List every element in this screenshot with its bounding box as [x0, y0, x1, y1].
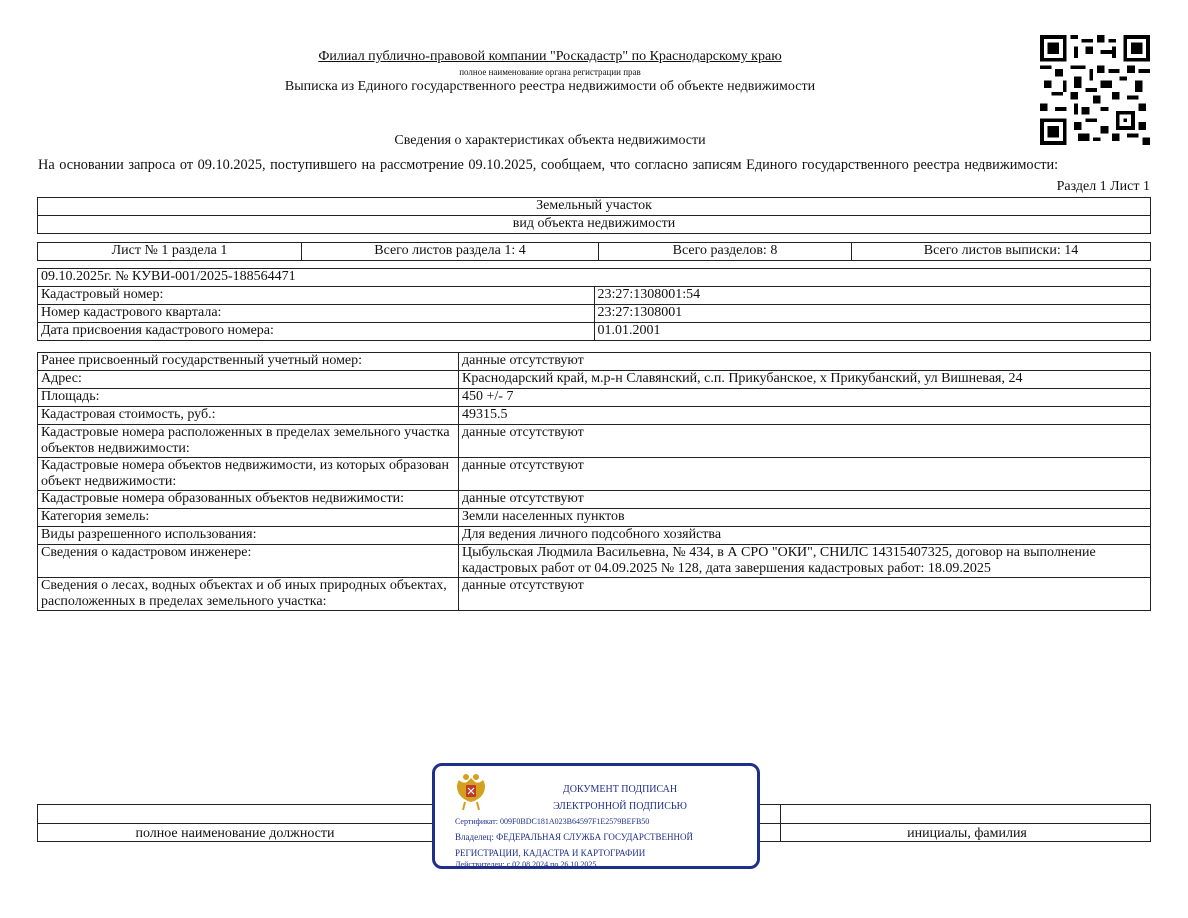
row-value: данные отсутствуют: [459, 458, 1151, 491]
object-kind-table: [37, 197, 1151, 234]
row-value: 23:27:1308001: [594, 305, 1151, 323]
row-value: данные отсутствуют: [459, 578, 1151, 611]
table-row: [38, 491, 1151, 509]
total-sheets-extract: Всего листов выписки: 14: [852, 243, 1151, 261]
stamp-title: ДОКУМЕНТ ПОДПИСАН: [562, 784, 678, 795]
row-label: Номер кадастрового квартала:: [38, 305, 595, 323]
table-row: [38, 353, 1151, 371]
sheet-reference: Раздел 1 Лист 1: [1056, 179, 1150, 194]
row-value: Земли населенных пунктов: [459, 509, 1151, 527]
row-label: Виды разрешенного использования:: [38, 527, 459, 545]
table-row: [38, 287, 1151, 305]
table-row: [38, 545, 1151, 578]
table-row: [38, 389, 1151, 407]
table-row: [38, 578, 1151, 611]
total-sections: Всего разделов: 8: [599, 243, 852, 261]
stamp-subtitle: ЭЛЕКТРОННОЙ ПОДПИСЬЮ: [553, 801, 687, 812]
table-row: [38, 305, 1151, 323]
row-label: Кадастровые номера объектов недвижимости, из которых образован объект недвижимости:: [38, 458, 459, 491]
table-row: [38, 407, 1151, 425]
table-row: [38, 458, 1151, 491]
sheet-meta-table: [37, 242, 1151, 261]
row-value: данные отсутствуют: [459, 491, 1151, 509]
section-title: Сведения о характеристиках объекта недвижимости: [394, 133, 706, 148]
table-row: [38, 527, 1151, 545]
total-sheets-section: Всего листов раздела 1: 4: [302, 243, 599, 261]
extract-title: Выписка из Единого государственного реестра недвижимости об объекте недвижимости: [284, 79, 816, 94]
row-label: Ранее присвоенный государственный учетный номер:: [38, 353, 459, 371]
table-row: [38, 509, 1151, 527]
sheet-number: Лист № 1 раздела 1: [38, 243, 302, 261]
row-value: 49315.5: [459, 407, 1151, 425]
row-label: Кадастровые номера расположенных в пределах земельного участка объектов недвижимости:: [38, 425, 459, 458]
document-number: 09.10.2025г. № КУВИ-001/2025-188564471: [38, 269, 1151, 287]
stamp-owner-continued: РЕГИСТРАЦИИ, КАДАСТРА И КАРТОГРАФИИ: [455, 848, 646, 858]
registry-table-identifiers: [37, 268, 1151, 341]
row-value: данные отсутствуют: [459, 353, 1151, 371]
name-caption: инициалы, фамилия: [907, 826, 1027, 841]
row-value: данные отсутствуют: [459, 425, 1151, 458]
intro-text: На основании запроса от 09.10.2025, поступившего на рассмотрение 09.10.2025, сообщаем, что согласно записям Единого государственного реестра недвижимости:: [38, 157, 1059, 173]
signature-column-divider: [780, 804, 781, 842]
row-label: Адрес:: [38, 371, 459, 389]
row-value: 450 +/- 7: [459, 389, 1151, 407]
stamp-certificate: Сертификат: 009F0BDC181A023B64597F1E2579BEFB50: [455, 817, 650, 826]
object-kind-value: Земельный участок: [38, 198, 1151, 216]
registry-table-characteristics: [37, 352, 1151, 611]
stamp-validity: Действителен: с 02.08.2024 по 26.10.2025: [455, 860, 597, 869]
row-label: Сведения о кадастровом инженере:: [38, 545, 459, 578]
row-value: 23:27:1308001:54: [594, 287, 1151, 305]
row-label: Категория земель:: [38, 509, 459, 527]
row-label: Дата присвоения кадастрового номера:: [38, 323, 595, 341]
stamp-owner: Владелец: ФЕДЕРАЛЬНАЯ СЛУЖБА ГОСУДАРСТВЕННОЙ: [455, 832, 694, 842]
row-value: Краснодарский край, м.р-н Славянский, с.п. Прикубанское, х Прикубанский, ул Вишневая, 24: [459, 371, 1151, 389]
table-row: [38, 425, 1151, 458]
qr-code-icon: [1040, 35, 1150, 145]
row-value: Цыбульская Людмила Васильевна, № 434, в А СРО "ОКИ", СНИЛС 14315407325, договор на выполнение кадастровых работ от 04.09.2025 № 128, дата завершения кадастровых работ: 18.09.2025: [459, 545, 1151, 578]
row-label: Кадастровая стоимость, руб.:: [38, 407, 459, 425]
row-label: Сведения о лесах, водных объектах и об иных природных объектах, расположенных в пределах земельного участка:: [38, 578, 459, 611]
table-row: [38, 371, 1151, 389]
organization-name: Филиал публично-правовой компании "Роскадастр" по Краснодарскому краю: [318, 49, 782, 64]
coat-of-arms-icon: [453, 772, 489, 812]
row-value: 01.01.2001: [594, 323, 1151, 341]
object-kind-caption: вид объекта недвижимости: [38, 216, 1151, 234]
row-label: Кадастровые номера образованных объектов недвижимости:: [38, 491, 459, 509]
table-row: [38, 323, 1151, 341]
row-label: Площадь:: [38, 389, 459, 407]
organization-caption: полное наименование органа регистрации прав: [459, 67, 641, 77]
row-value: Для ведения личного подсобного хозяйства: [459, 527, 1151, 545]
row-label: Кадастровый номер:: [38, 287, 595, 305]
e-signature-stamp: [432, 763, 760, 869]
position-caption: полное наименование должности: [135, 826, 335, 841]
